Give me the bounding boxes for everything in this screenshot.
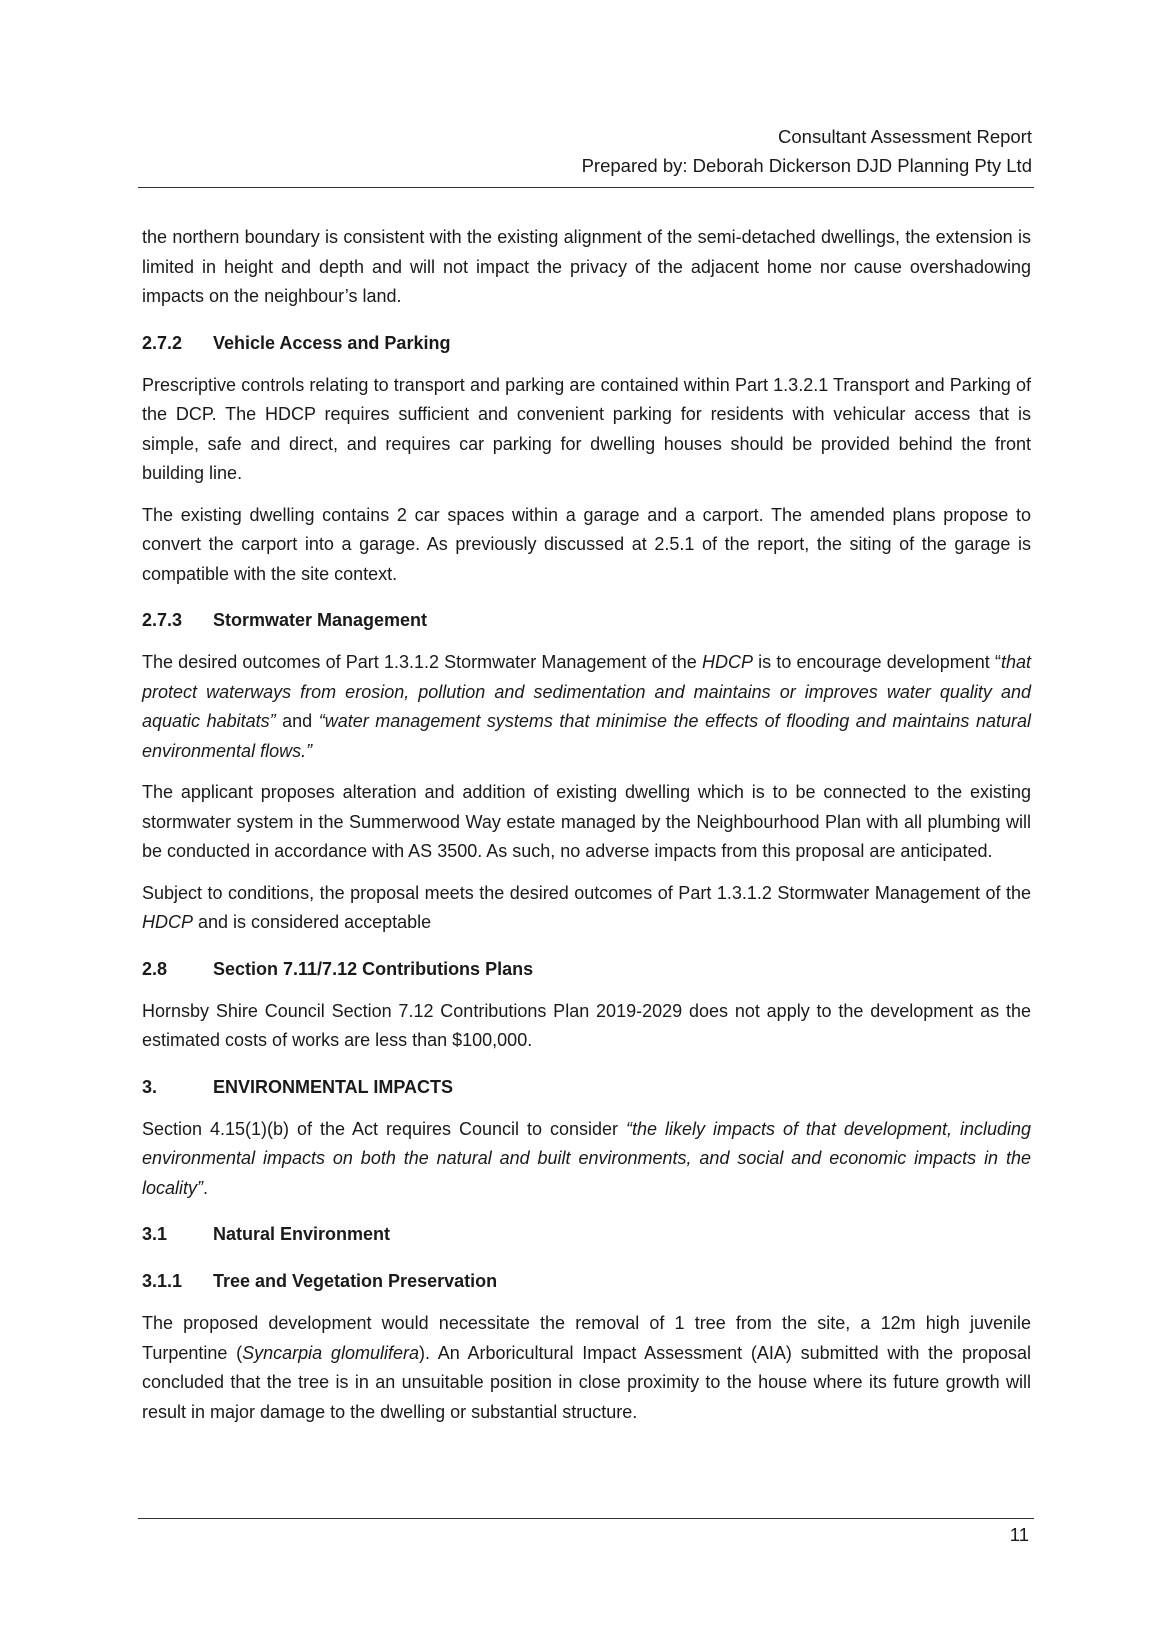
section-heading-3 [142, 1068, 1031, 1102]
text-run: The desired outcomes of Part 1.3.1.2 Stormwater Management of the [142, 652, 702, 672]
paragraph: Prescriptive controls relating to transport and parking are contained within Part 1.3.2.1 Transport and Parking of the DCP. The HDCP requires sufficient and convenient parking for residents with vehicular access that is simple, safe and direct, and requires car parking for dwelling houses should be provided behind the front building line. [142, 374, 1031, 483]
page-header [138, 122, 1032, 180]
page-number: 11 [1009, 1524, 1029, 1545]
paragraph: Hornsby Shire Council Section 7.12 Contributions Plan 2019-2029 does not apply to the development as the estimated costs of works are less than $100,000. [142, 1000, 1031, 1050]
report-title: Consultant Assessment Report [778, 126, 1032, 147]
section-heading-2-7-2 [142, 324, 1031, 358]
report-author: Prepared by: Deborah Dickerson DJD Planning Pty Ltd [581, 155, 1032, 176]
section-heading-3-1 [142, 1215, 1031, 1249]
section-title: Section 7.11/7.12 Contributions Plans [213, 958, 534, 979]
quote-italic: “water management systems that minimise the effects of flooding and maintains natural environmental flows.” [142, 711, 1031, 761]
section-number: 2.8 [142, 958, 168, 979]
section-number: 3.1 [142, 1224, 168, 1244]
paragraph [142, 1115, 1031, 1204]
text-run: and is considered acceptable [193, 912, 432, 932]
section-number: 2.7.2 [142, 332, 183, 353]
text-run: . [203, 1177, 209, 1198]
text-run: Section 4.15(1)(b) of the Act requires Council to consider [142, 1118, 626, 1139]
header-divider [138, 187, 1034, 188]
section-number: 3.1.1 [142, 1271, 183, 1291]
section-number: 2.7.3 [142, 610, 183, 630]
paragraph [142, 1309, 1031, 1427]
section-title: Natural Environment [213, 1224, 391, 1244]
section-title: Tree and Vegetation Preservation [213, 1271, 498, 1291]
paragraph [142, 879, 1031, 938]
paragraph: The applicant proposes alteration and addition of existing dwelling which is to be connected to the existing stormwater system in the Summerwood Way estate managed by the Neighbourhood Plan with all plumbing will be conducted in accordance with AS 3500. As such, no adverse impacts from this proposal are anticipated. [142, 782, 1031, 861]
text-run: is to encourage development “ [752, 652, 1001, 672]
text-run: ). An Arboricultural Impact Assessment (AIA) submitted with the proposal concluded that the tree is in an unsuitable position in close proximity to the house where its future growth will result in major damage to the dwelling or substantial structure. [142, 1342, 1031, 1422]
section-title: Stormwater Management [213, 610, 428, 630]
section-number: 3. [142, 1076, 158, 1097]
text-run-italic: HDCP [701, 652, 753, 672]
paragraph: The existing dwelling contains 2 car spaces within a garage and a carport. The amended plans propose to convert the carport into a garage. As previously discussed at 2.5.1 of the report, the siting of the garage is compatible with the site context. [142, 504, 1031, 584]
paragraph [142, 648, 1031, 766]
text-run-italic: HDCP [142, 912, 194, 932]
paragraph: the northern boundary is consistent with the existing alignment of the semi-detached dwellings, the extension is limited in height and depth and will not impact the privacy of the adjacent home nor cause overshadowing impacts on the neighbour’s land. [142, 227, 1031, 306]
section-title: Vehicle Access and Parking [213, 332, 451, 353]
quote-italic: that protect waterways from erosion, pollution and sedimentation and maintains or improves water quality and aquatic habitats” [142, 652, 1031, 731]
text-run: and [275, 711, 319, 731]
section-title: ENVIRONMENTAL IMPACTS [213, 1076, 454, 1097]
quote-italic: “the likely impacts of that development, including environmental impacts on both the natural and built environments, and social and economic impacts in the locality” [142, 1118, 1032, 1198]
species-name-italic: Syncarpia glomulifera [242, 1342, 419, 1363]
section-heading-3-1-1 [142, 1262, 1031, 1296]
text-run: The proposed development would necessitate the removal of 1 tree from the site, a 12m high juvenile Turpentine ( [142, 1313, 1031, 1363]
section-heading-2-8 [142, 950, 1031, 984]
section-heading-2-7-3 [142, 601, 1031, 635]
text-run: Subject to conditions, the proposal meets the desired outcomes of Part 1.3.1.2 Stormwater Management of the [142, 882, 1031, 903]
document-body [142, 223, 1031, 1439]
